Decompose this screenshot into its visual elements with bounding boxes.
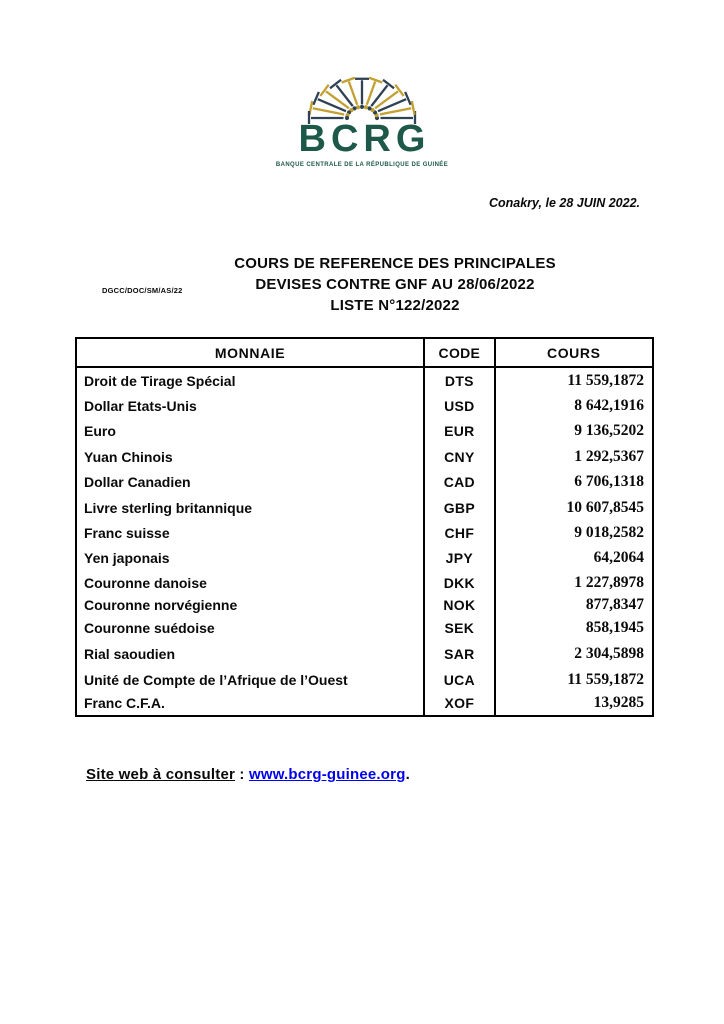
currency-rate: 64,2064 [593, 549, 644, 567]
table-row [77, 444, 652, 469]
footer [86, 766, 410, 783]
currency-rate: 9 136,5202 [574, 422, 644, 440]
currency-code: SEK [423, 617, 495, 640]
currency-rate: 13,9285 [593, 694, 644, 712]
currency-rate: 1 227,8978 [574, 573, 644, 591]
currency-name: Yen japonais [84, 550, 170, 567]
currency-rate: 2 304,5898 [574, 645, 644, 663]
website-label: Site web à consulter [86, 766, 236, 783]
table-row [77, 692, 652, 715]
currency-name: Couronne norvégienne [84, 597, 238, 614]
currency-rate: 877,8347 [585, 596, 644, 614]
table-row [77, 368, 652, 393]
currency-name: Rial saoudien [84, 646, 176, 663]
currency-rate: 6 706,1318 [574, 473, 644, 491]
currency-rate: 11 559,1872 [567, 671, 644, 689]
table-row [77, 470, 652, 495]
currency-code: EUR [423, 419, 495, 444]
currency-code: CNY [423, 444, 495, 469]
period: . [405, 766, 410, 783]
currency-name: Couronne danoise [84, 574, 207, 591]
document-title [200, 253, 590, 316]
website-link[interactable]: www.bcrg-guinee.org [248, 766, 406, 783]
currency-code: UCA [423, 669, 495, 692]
logo-acronym: BCRG [298, 118, 431, 160]
table-row [77, 419, 652, 444]
table-body [77, 368, 652, 715]
separator-colon: : [235, 766, 249, 783]
currency-name: Droit de Tirage Spécial [84, 372, 236, 389]
table-header-row [77, 339, 652, 368]
currency-name: Franc C.F.A. [84, 695, 165, 712]
logo-subtitle: BANQUE CENTRALE DE LA RÉPUBLIQUE DE GUINÉE [275, 162, 449, 168]
dateline: Conakry, le 28 JUIN 2022. [488, 196, 640, 210]
currency-code: DTS [423, 368, 495, 393]
table-row [77, 617, 652, 640]
title-line-1: COURS DE REFERENCE DES PRINCIPALES [234, 255, 556, 272]
currency-rate: 8 642,1916 [574, 397, 644, 415]
table-row [77, 594, 652, 617]
trumpet-fan-icon [280, 52, 444, 124]
currency-name: Couronne suédoise [84, 620, 215, 637]
currency-rate: 858,1945 [585, 619, 644, 637]
table-row [77, 520, 652, 545]
currency-rate: 1 292,5367 [574, 447, 644, 465]
currency-rate: 11 559,1872 [567, 371, 644, 389]
currency-name: Dollar Etats-Unis [84, 398, 197, 415]
currency-code: GBP [423, 495, 495, 520]
title-line-3: LISTE N°122/2022 [330, 297, 460, 314]
currency-code: DKK [423, 571, 495, 594]
exchange-rate-table [75, 337, 654, 717]
header-monnaie: MONNAIE [214, 344, 286, 361]
bcrg-logo [0, 52, 724, 168]
currency-rate: 10 607,8545 [566, 498, 644, 516]
currency-name: Unité de Compte de l’Afrique de l’Ouest [84, 672, 348, 689]
currency-code: SAR [423, 640, 495, 669]
currency-code: JPY [423, 546, 495, 571]
table-row [77, 393, 652, 418]
currency-code: NOK [423, 594, 495, 617]
table-row [77, 495, 652, 520]
currency-name: Franc suisse [84, 525, 170, 542]
table-row [77, 669, 652, 692]
table-row [77, 546, 652, 571]
table-row [77, 571, 652, 594]
currency-code: USD [423, 393, 495, 418]
table-row [77, 640, 652, 669]
currency-name: Livre sterling britannique [84, 499, 253, 516]
header-cours: COURS [546, 344, 601, 361]
currency-code: CAD [423, 470, 495, 495]
currency-code: XOF [423, 692, 495, 715]
currency-name: Euro [84, 423, 116, 440]
currency-code: CHF [423, 520, 495, 545]
reference-number: DGCC/DOC/SM/AS/22 [102, 286, 183, 295]
header-code: CODE [423, 339, 495, 366]
currency-name: Dollar Canadien [84, 474, 191, 491]
currency-rate: 9 018,2582 [574, 524, 644, 542]
currency-name: Yuan Chinois [84, 448, 173, 465]
title-line-2: DEVISES CONTRE GNF AU 28/06/2022 [255, 276, 535, 293]
